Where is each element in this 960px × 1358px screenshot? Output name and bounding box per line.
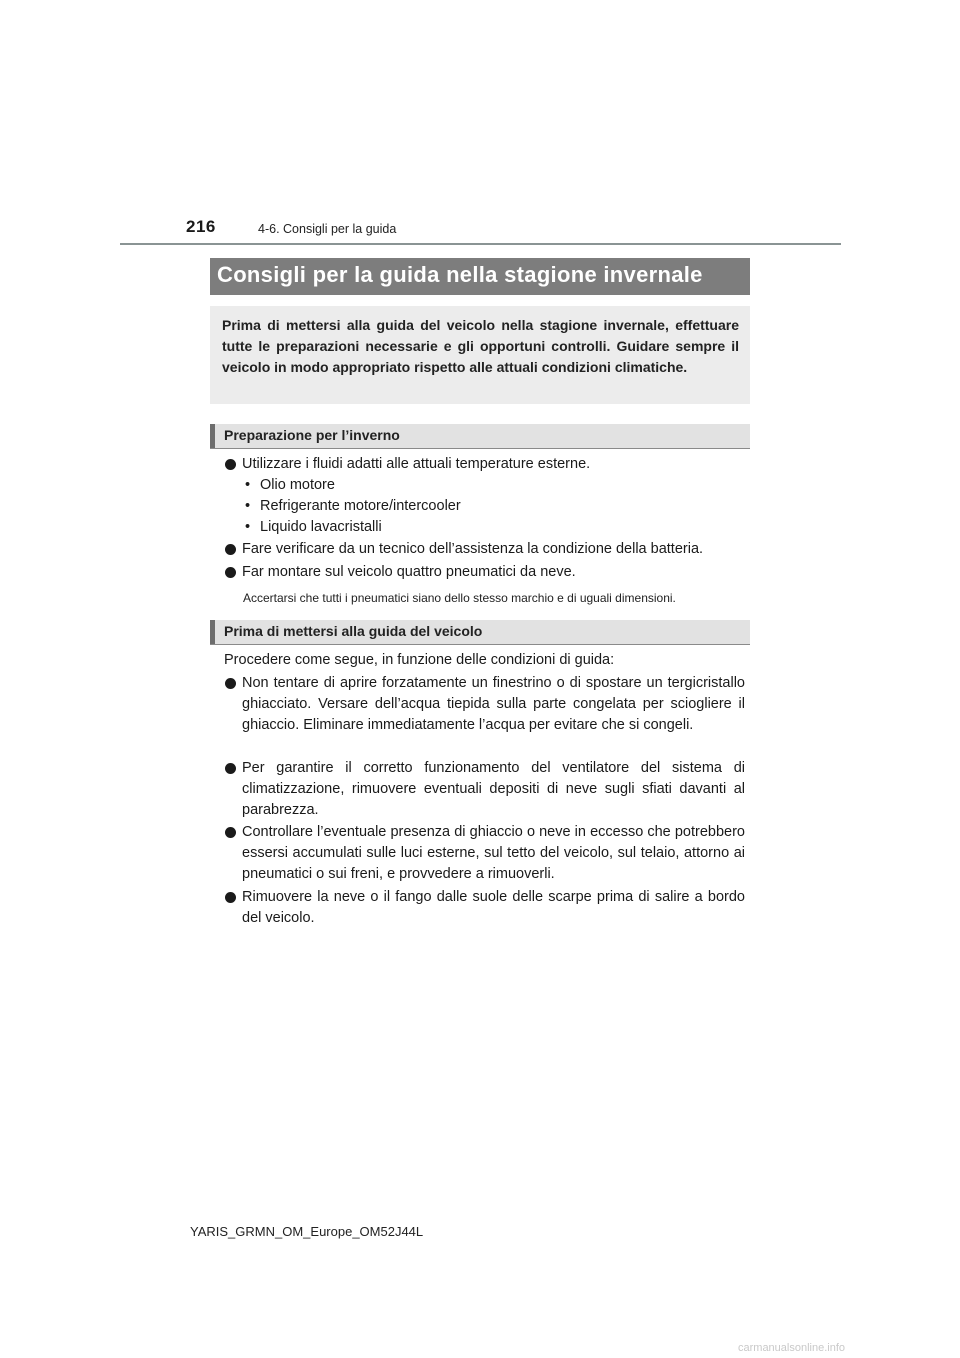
bullet-text: Utilizzare i fluidi adatti alle attuali temperature esterne. [242, 456, 591, 472]
subitem-text: Refrigerante motore/intercooler [260, 498, 461, 514]
tire-note: Accertarsi che tutti i pneumatici siano dello stesso marchio e di uguali dimensioni. [243, 591, 676, 605]
bullet-frozen-window [224, 673, 745, 736]
section-heading-before-driving [210, 620, 750, 645]
watermark: carmanualsonline.info [738, 1342, 846, 1354]
subitem-dot-icon: • [245, 498, 251, 514]
subitem-coolant [245, 496, 461, 517]
bullet-text: Rimuovere la neve o il fango dalle suole delle scarpe prima di salire a bordo del veicolo. [242, 889, 745, 926]
bullet-dot-icon [225, 827, 236, 838]
subitem-text: Olio motore [260, 477, 335, 493]
bullet-fluids [224, 454, 745, 475]
page-title-bar [210, 258, 750, 295]
bullet-text: Per garantire il corretto funzionamento del ventilatore del sistema di climatizzazione, rimuovere eventuali depositi di neve sugli sfiati davanti al parabrezza. [242, 760, 745, 818]
section-heading-label: Preparazione per l’inverno [224, 427, 400, 443]
page-number: 216 [186, 217, 216, 236]
bullet-ice-snow-check [224, 822, 745, 885]
bullet-text: Controllare l’eventuale presenza di ghiaccio o neve in eccesso che potrebbero essersi accumulati sulle luci esterne, sul tetto del veicolo, sul telaio, attorno ai pneumatici o sui freni, e provvedere a rimuoverli. [242, 824, 745, 882]
page-title: Consigli per la guida nella stagione invernale [217, 262, 703, 287]
subitem-washer-fluid [245, 517, 382, 538]
intro-box [210, 306, 750, 404]
bullet-air-vents [224, 758, 745, 821]
bullet-snow-tires [224, 562, 745, 583]
procedure-lead: Procedere come segue, in funzione delle condizioni di guida: [224, 652, 615, 668]
bullet-dot-icon [225, 763, 236, 774]
section-reference: 4-6. Consigli per la guida [258, 222, 397, 236]
bullet-dot-icon [225, 567, 236, 578]
bullet-battery [224, 539, 745, 560]
bullet-text: Non tentare di aprire forzatamente un finestrino o di spostare un tergicristallo ghiacciato. Versare dell’acqua tiepida sulla parte congelata per sciogliere il ghiaccio. Eliminare immediatamente l’acqua per evitare che si congeli. [242, 675, 745, 733]
section-heading-label: Prima di mettersi alla guida del veicolo [224, 623, 483, 639]
intro-text: Prima di mettersi alla guida del veicolo nella stagione invernale, effettuare tutte le preparazioni necessarie e gli opportuni controlli. Guidare sempre il veicolo in modo appropriato rispetto alle attuali condizioni climatiche. [222, 317, 739, 375]
subitem-dot-icon: • [245, 477, 251, 493]
subitem-dot-icon: • [245, 519, 251, 535]
bullet-dot-icon [225, 459, 236, 470]
subitem-engine-oil [245, 475, 335, 496]
bullet-text: Far montare sul veicolo quattro pneumatici da neve. [242, 564, 576, 580]
bullet-dot-icon [225, 544, 236, 555]
footer-doc-code: YARIS_GRMN_OM_Europe_OM52J44L [190, 1224, 424, 1239]
bullet-shoes [224, 887, 745, 929]
section-heading-winter-prep [210, 424, 750, 449]
bullet-dot-icon [225, 892, 236, 903]
bullet-text: Fare verificare da un tecnico dell’assistenza la condizione della batteria. [242, 541, 704, 557]
header-divider [120, 243, 841, 245]
bullet-dot-icon [225, 678, 236, 689]
subitem-text: Liquido lavacristalli [260, 519, 382, 535]
